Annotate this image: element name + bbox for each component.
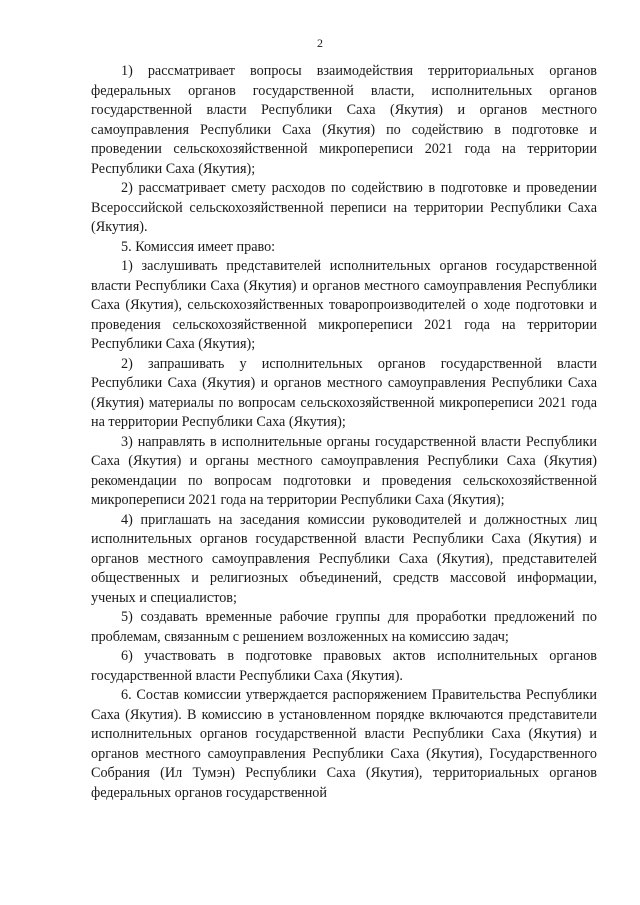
- paragraph-right-1-hear-representatives: 1) заслушивать представителей исполнительных органов государственной власти Республики Саха (Якутия) и органов местного самоуправления Республики Саха (Якутия), сельскохозяйственных товаропроизводителей о ходе подготовки и проведения сельскохозяйственной микропереписи 2021 года на территории Республики Саха (Якутия);: [91, 258, 597, 352]
- paragraph-right-2-request-materials: 2) запрашивать у исполнительных органов государственной власти Республики Саха (Якутия) и органов местного самоуправления Республики Саха (Якутия) материалы по вопросам сельскохозяйственной микропереписи 2021 года на территории Республики Саха (Якутия);: [91, 355, 597, 430]
- paragraph-section-6-composition: 6. Состав комиссии утверждается распоряжением Правительства Республики Саха (Якутия). В комиссию в установленном порядке включаются представители исполнительных органов государственной власти Республики Саха (Якутия) и органов местного самоуправления Республики Саха (Якутия), Государственного Собрания (Ил Тумэн) Республики Саха (Якутия), территориальных органов федеральных органов государственной: [91, 687, 597, 801]
- paragraph-2-review-budget: 2) рассматривает смету расходов по содействию в подготовке и проведении Всероссийской сельскохозяйственной переписи на территории Республики Саха (Якутия).: [91, 180, 597, 235]
- document-body: [91, 62, 597, 803]
- paragraph-section-5-heading: 5. Комиссия имеет право:: [121, 238, 276, 255]
- paragraph-right-5-create-working-groups: 5) создавать временные рабочие группы для проработки предложений по проблемам, связанным с решением возложенных на комиссию задач;: [91, 609, 597, 645]
- paragraph-right-3-send-recommendations: 3) направлять в исполнительные органы государственной власти Республики Саха (Якутия) и органы местного самоуправления Республики Саха (Якутия) рекомендации по вопросам подготовки и проведения сельскохозяйственной микропереписи 2021 года на территории Республики Саха (Якутия);: [91, 433, 597, 508]
- page-number: 2: [317, 36, 323, 50]
- paragraph-right-4-invite-officials: 4) приглашать на заседания комиссии руководителей и должностных лиц исполнительных органов государственной власти Республики Саха (Якутия) и органов местного самоуправления Республики Саха (Якутия), представителей общественных и религиозных объединений, средств массовой информации, ученых и специалистов;: [91, 511, 597, 606]
- paragraph-1-review-interaction: 1) рассматривает вопросы взаимодействия территориальных органов федеральных органов государственной власти, исполнительных органов государственной власти Республики Саха (Якутия) и органов местного самоуправления Республики Саха (Якутия) по содействию в подготовке и проведении сельскохозяйственной микропереписи 2021 года на территории Республики Саха (Якутия);: [91, 63, 597, 177]
- paragraph-right-6-participate-legal-acts: 6) участвовать в подготовке правовых актов исполнительных органов государственной власти Республики Саха (Якутия).: [91, 648, 597, 684]
